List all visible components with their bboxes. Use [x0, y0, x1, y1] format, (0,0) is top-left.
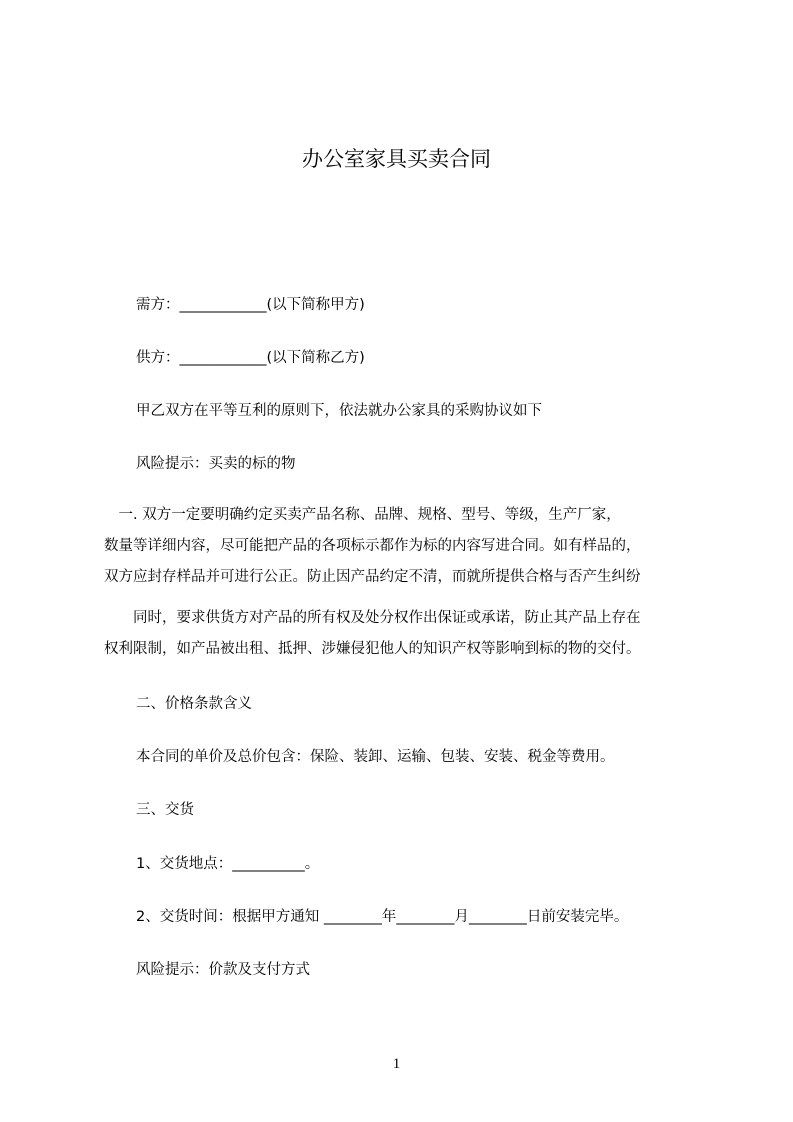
section-3-heading: 三、交货	[136, 802, 194, 818]
risk-note-subject: 风险提示：买卖的标的物	[136, 456, 296, 472]
section-1b-line: 权利限制，如产品被出租、抵押、涉嫌侵犯他人的知识产权等影响到标的物的交付。	[104, 641, 641, 657]
section-2-heading: 二、价格条款含义	[136, 696, 252, 712]
section-1-line: 数量等详细内容，尽可能把产品的各项标示都作为标的内容写进合同。如有样品的，	[104, 538, 641, 554]
risk-note-payment: 风险提示：价款及支付方式	[136, 962, 310, 978]
section-1	[104, 500, 641, 593]
delivery-time: 2、交货时间：根据甲方通知 ________年________月________日前安装完毕。	[136, 909, 629, 925]
section-1-line: 双方应封存样品并可进行公正。防止因产品约定不清，而就所提供合格与否产生纠纷	[104, 569, 641, 585]
price-paragraph: 本合同的单价及总价包含：保险、装卸、运输、包装、安装、税金等费用。	[136, 749, 615, 765]
section-1-line: 一. 双方一定要明确约定买卖产品名称、品牌、规格、型号、等级，生产厂家，	[104, 507, 621, 523]
buyer-line: 需方：____________(以下简称甲方)	[136, 297, 365, 313]
intro-paragraph: 甲乙双方在平等互利的原则下，依法就办公家具的采购协议如下	[136, 403, 542, 419]
section-1-continued	[104, 603, 641, 665]
page-number: 1	[392, 1056, 401, 1072]
delivery-location: 1、交货地点：__________。	[136, 856, 320, 872]
document-title: 办公室家具买卖合同	[302, 147, 491, 171]
seller-line: 供方：____________(以下简称乙方)	[136, 350, 365, 366]
section-1b-line: 同时，要求供货方对产品的所有权及处分权作出保证或承诺，防止其产品上存在	[104, 610, 641, 626]
